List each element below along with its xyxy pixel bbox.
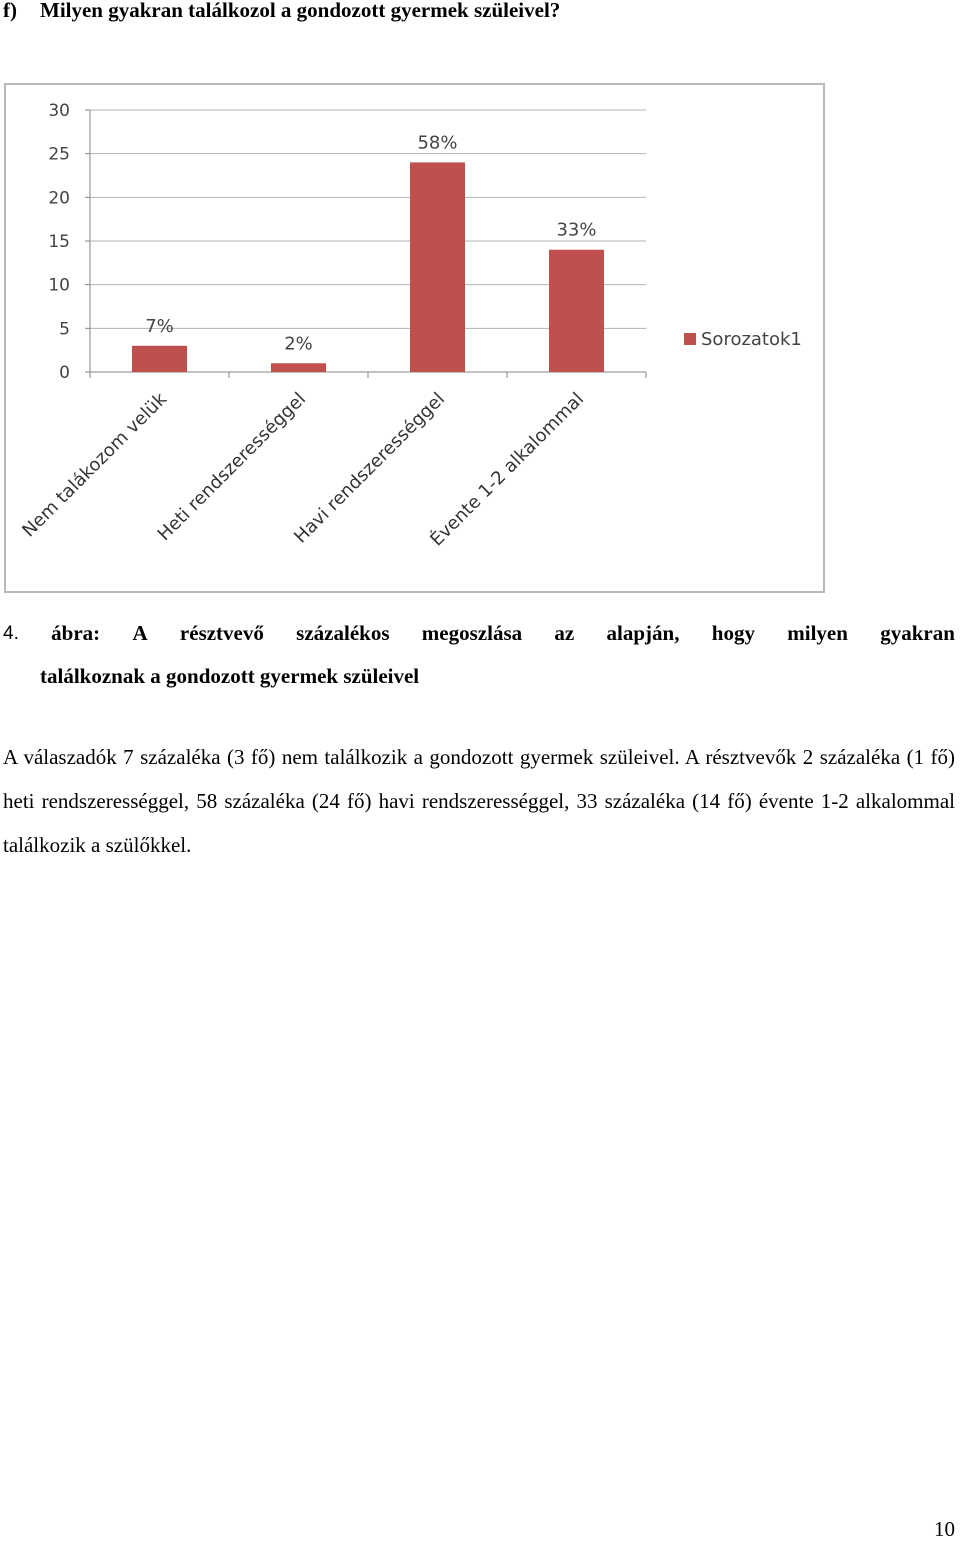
caption-word: A: [132, 621, 148, 645]
caption-line-2: találkoznak a gondozott gyermek szüleivel: [40, 664, 420, 688]
caption-word: résztvevő: [179, 621, 264, 645]
legend-label: Sorozatok1: [701, 329, 802, 350]
bar: [132, 346, 187, 372]
chart-frame: [4, 83, 825, 593]
caption-word: az: [554, 621, 575, 645]
data-label: 58%: [417, 132, 458, 154]
legend-swatch: [684, 333, 696, 345]
caption-word: százalékos: [296, 621, 390, 645]
data-label: 2%: [284, 333, 313, 355]
bar: [549, 250, 604, 372]
y-tick-label: 25: [48, 144, 70, 165]
caption-word: milyen: [787, 621, 848, 645]
figure-caption: [3, 612, 955, 698]
y-tick-label: 5: [59, 319, 70, 340]
caption-word: hogy: [711, 621, 755, 645]
figure-number: 4.: [3, 623, 19, 644]
category-label: Évente 1-2 alkalommal: [426, 388, 589, 551]
question-text: Milyen gyakran találkozol a gondozott gyermek szüleivel?: [40, 0, 561, 22]
caption-line-1: [3, 612, 955, 655]
y-tick-label: 0: [59, 363, 70, 383]
caption-word: megoszlása: [421, 621, 523, 645]
y-tick-label: 20: [48, 188, 70, 209]
bar-chart: [6, 85, 823, 591]
category-label: Heti rendszerességgel: [153, 388, 311, 545]
body-paragraph: A válaszadók 7 százaléka (3 fő) nem találkozik a gondozott gyermek szüleivel. A résztvevők 2 százaléka (1 fő) heti rendszerességgel, 58 százaléka (24 fő) havi rendszerességgel, 33 százaléka (14 fő) évente 1-2 alkalommal találkozik a szülőkkel.: [3, 745, 955, 857]
category-label: Havi rendszerességgel: [290, 388, 450, 548]
question-letter: f): [3, 0, 17, 22]
y-tick-label: 30: [48, 101, 70, 121]
caption-word: gyakran: [880, 621, 955, 645]
y-tick-label: 10: [48, 275, 70, 296]
data-label: 7%: [145, 315, 174, 337]
page-number: 10: [934, 1517, 955, 1541]
category-label: Nem talákozom velük: [18, 388, 172, 542]
data-label: 33%: [556, 219, 597, 241]
caption-word: alapján,: [606, 621, 680, 645]
caption-word: ábra:: [51, 621, 101, 645]
bar: [410, 162, 465, 372]
question-heading: [3, 0, 943, 23]
y-tick-label: 15: [48, 232, 70, 252]
bar: [271, 363, 326, 372]
